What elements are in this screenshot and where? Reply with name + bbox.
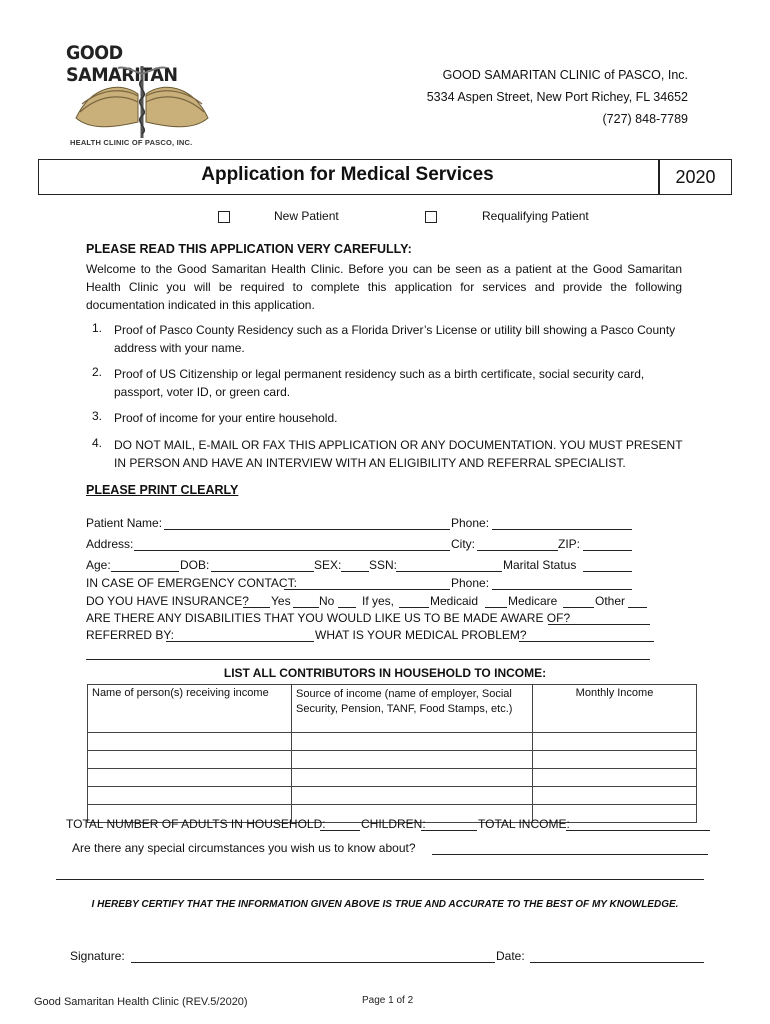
table-row bbox=[88, 769, 697, 787]
marital-status-input[interactable] bbox=[583, 571, 632, 572]
phone-input[interactable] bbox=[492, 529, 632, 530]
patient-name-label: Patient Name: bbox=[86, 516, 163, 530]
signature-label: Signature: bbox=[70, 949, 125, 963]
logo-subtitle: HEALTH CLINIC OF PASCO, INC. bbox=[70, 138, 193, 147]
emergency-contact-label: IN CASE OF EMERGENCY CONTACT: bbox=[86, 576, 297, 590]
insurance-no-label: No bbox=[319, 594, 335, 608]
medicare-label: Medicare bbox=[508, 594, 558, 608]
phone-label: Phone: bbox=[451, 516, 490, 530]
table-cell[interactable] bbox=[88, 769, 292, 787]
list-item: Proof of US Citizenship or legal permanent residency such as a birth certificate, social security card, passport, voter ID, or green card. bbox=[114, 367, 645, 399]
footer-revision: Good Samaritan Health Clinic (REV.5/2020) bbox=[34, 996, 248, 1008]
address-label: Address: bbox=[86, 537, 134, 551]
patient-name-input[interactable] bbox=[164, 529, 450, 530]
list-item-number: 2. bbox=[92, 365, 103, 379]
insurance-yes-label: Yes bbox=[271, 594, 291, 608]
instructions-heading: PLEASE READ THIS APPLICATION VERY CAREFULLY: bbox=[86, 242, 412, 256]
insurance-label: DO YOU HAVE INSURANCE? bbox=[86, 594, 249, 608]
city-input[interactable] bbox=[477, 550, 558, 551]
insurance-no-blank[interactable] bbox=[338, 607, 356, 608]
table-cell[interactable] bbox=[88, 733, 292, 751]
form-year: 2020 bbox=[659, 159, 732, 195]
table-cell[interactable] bbox=[533, 787, 697, 805]
list-item-number: 1. bbox=[92, 321, 103, 335]
table-cell[interactable] bbox=[533, 769, 697, 787]
emergency-contact-input[interactable] bbox=[284, 589, 450, 590]
sex-label: SEX: bbox=[314, 558, 342, 572]
special-circumstances-continued-input[interactable] bbox=[56, 879, 704, 880]
marital-status-label: Marital Status bbox=[503, 558, 577, 572]
emergency-phone-input[interactable] bbox=[492, 589, 632, 590]
date-input[interactable] bbox=[530, 962, 704, 963]
table-cell[interactable] bbox=[292, 787, 533, 805]
table-row bbox=[88, 733, 697, 751]
ssn-label: SSN: bbox=[369, 558, 398, 572]
other-label: Other bbox=[595, 594, 626, 608]
list-item: DO NOT MAIL, E-MAIL OR FAX THIS APPLICATION OR ANY DOCUMENTATION. YOU MUST PRESENT IN PERSON AND HAVE AN INTERVIEW WITH AN ELIGIBILITY AND REFERRAL SPECIALIST. bbox=[114, 438, 683, 470]
ssn-input[interactable] bbox=[396, 571, 502, 572]
total-adults-input[interactable] bbox=[320, 830, 360, 831]
total-adults-label: TOTAL NUMBER OF ADULTS IN HOUSEHOLD: bbox=[66, 817, 326, 831]
insurance-no-input[interactable] bbox=[293, 607, 319, 608]
city-label: City: bbox=[451, 537, 475, 551]
zip-input[interactable] bbox=[583, 550, 632, 551]
praying-hands-caduceus-icon bbox=[72, 64, 212, 138]
certification-statement: I HEREBY CERTIFY THAT THE INFORMATION GIVEN ABOVE IS TRUE AND ACCURATE TO THE BEST OF MY KNOWLEDGE. bbox=[91, 899, 679, 910]
income-table bbox=[87, 684, 697, 823]
age-label: Age: bbox=[86, 558, 111, 572]
referred-by-label: REFERRED BY: bbox=[86, 628, 175, 642]
list-item: Proof of income for your entire household. bbox=[114, 411, 338, 425]
signature-input[interactable] bbox=[131, 962, 495, 963]
income-heading: LIST ALL CONTRIBUTORS IN HOUSEHOLD TO INCOME: bbox=[223, 666, 547, 680]
column-header: Source of income (name of employer, Social Security, Pension, TANF, Food Stamps, etc.) bbox=[292, 685, 533, 733]
org-phone: (727) 848-7789 bbox=[602, 112, 688, 126]
other-input[interactable] bbox=[563, 607, 594, 608]
table-header-row bbox=[88, 685, 697, 733]
logo-title: GOOD SAMARITAN bbox=[66, 42, 178, 86]
if-yes-label: If yes, bbox=[362, 594, 395, 608]
medicaid-input[interactable] bbox=[399, 607, 429, 608]
referred-by-input[interactable] bbox=[166, 641, 314, 642]
total-income-input[interactable] bbox=[566, 830, 710, 831]
new-patient-checkbox[interactable] bbox=[218, 211, 230, 223]
zip-label: ZIP: bbox=[558, 537, 581, 551]
medical-problem-continued-input[interactable] bbox=[86, 659, 650, 660]
emergency-phone-label: Phone: bbox=[451, 576, 490, 590]
table-cell[interactable] bbox=[292, 751, 533, 769]
special-circumstances-label: Are there any special circumstances you wish us to know about? bbox=[72, 841, 416, 855]
table-cell[interactable] bbox=[533, 733, 697, 751]
children-input[interactable] bbox=[421, 830, 477, 831]
table-cell[interactable] bbox=[292, 769, 533, 787]
form-title: Application for Medical Services bbox=[201, 164, 494, 185]
table-row bbox=[88, 751, 697, 769]
column-header: Monthly Income bbox=[533, 685, 697, 733]
requalifying-patient-checkbox[interactable] bbox=[425, 211, 437, 223]
requalifying-patient-label: Requalifying Patient bbox=[482, 209, 589, 223]
age-input[interactable] bbox=[111, 571, 179, 572]
other-blank[interactable] bbox=[628, 607, 647, 608]
table-row bbox=[88, 787, 697, 805]
clinic-logo bbox=[62, 40, 222, 152]
table-cell[interactable] bbox=[88, 751, 292, 769]
date-label: Date: bbox=[496, 949, 525, 963]
org-name: GOOD SAMARITAN CLINIC of PASCO, Inc. bbox=[442, 68, 688, 82]
table-cell[interactable] bbox=[292, 733, 533, 751]
total-income-label: TOTAL INCOME: bbox=[478, 817, 570, 831]
print-clearly-heading: PLEASE PRINT CLEARLY bbox=[86, 483, 239, 497]
dob-label: DOB: bbox=[180, 558, 210, 572]
medical-problem-input[interactable] bbox=[519, 641, 654, 642]
medical-problem-label: WHAT IS YOUR MEDICAL PROBLEM? bbox=[315, 628, 527, 642]
new-patient-label: New Patient bbox=[274, 209, 339, 223]
column-header: Name of person(s) receiving income bbox=[88, 685, 292, 733]
medicaid-label: Medicaid bbox=[430, 594, 479, 608]
disabilities-label: ARE THERE ANY DISABILITIES THAT YOU WOULD LIKE US TO BE MADE AWARE OF? bbox=[86, 611, 571, 625]
insurance-yes-input[interactable] bbox=[243, 607, 270, 608]
org-address: 5334 Aspen Street, New Port Richey, FL 34652 bbox=[426, 90, 688, 104]
special-circumstances-input[interactable] bbox=[432, 854, 708, 855]
page-number: Page 1 of 2 bbox=[362, 995, 414, 1006]
address-input[interactable] bbox=[134, 550, 450, 551]
table-cell[interactable] bbox=[88, 787, 292, 805]
dob-input[interactable] bbox=[211, 571, 314, 572]
medicare-input[interactable] bbox=[485, 607, 507, 608]
list-item-number: 4. bbox=[92, 436, 103, 450]
instructions-intro: Welcome to the Good Samaritan Health Clinic. Before you can be seen as a patient at the Good Samaritan Health Clinic you will be required to complete this application for services and provide the following documentation indicated in this application. bbox=[86, 262, 682, 312]
table-cell[interactable] bbox=[533, 751, 697, 769]
sex-input[interactable] bbox=[341, 571, 369, 572]
children-label: CHILDREN: bbox=[361, 817, 426, 831]
disabilities-input[interactable] bbox=[548, 624, 650, 625]
list-item-number: 3. bbox=[92, 409, 103, 423]
list-item: Proof of Pasco County Residency such as a Florida Driver’s License or utility bill showing a Pasco County address with your name. bbox=[114, 323, 676, 355]
